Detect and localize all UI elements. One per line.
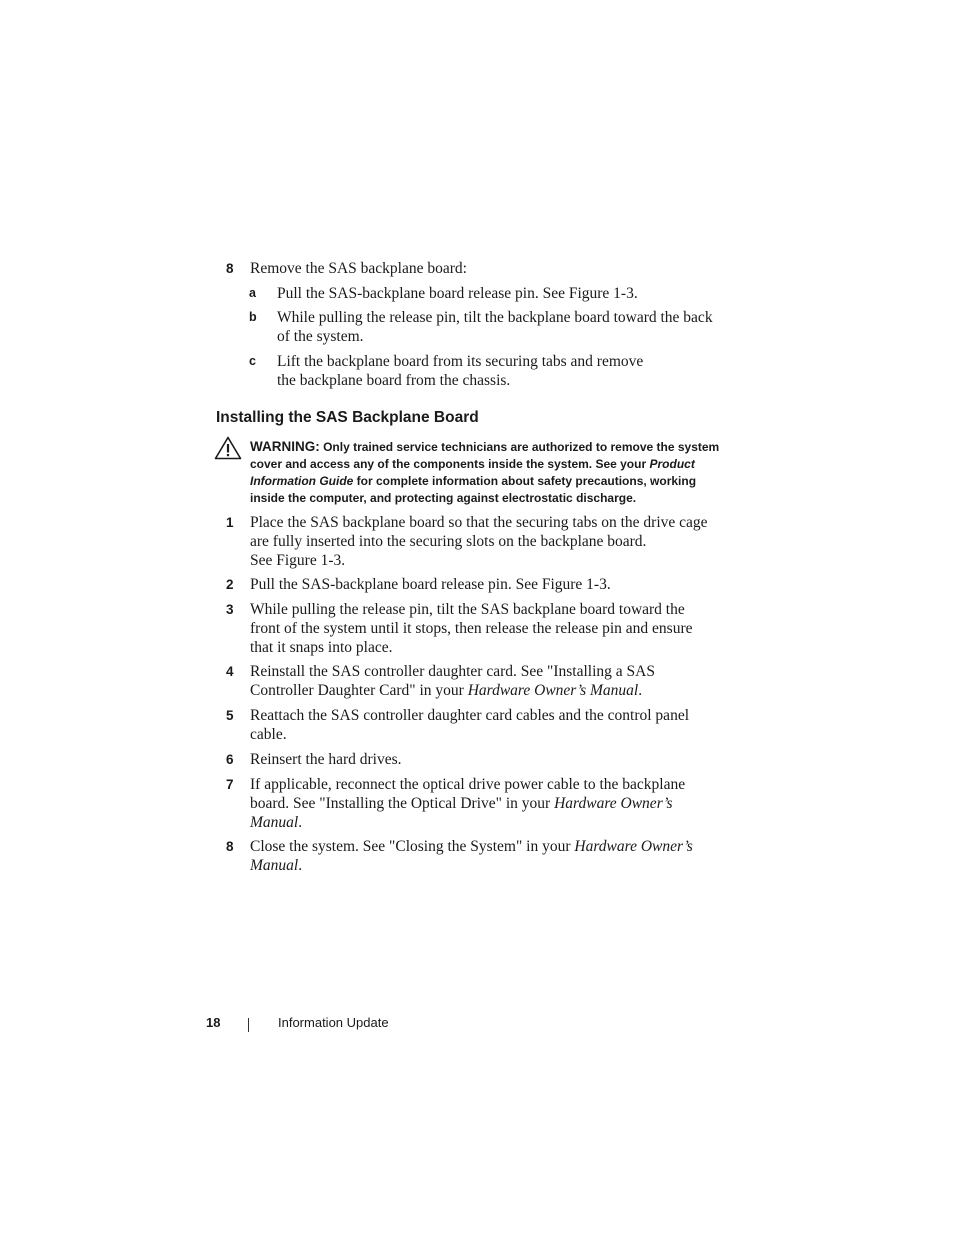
substep-text: Pull the SAS-backplane board release pin. See Figure 1-3. [277,285,638,302]
step-number: 5 [226,708,234,723]
page-number: 18 [206,1015,221,1030]
warning-text-2: for complete information about safety precautions, working inside the computer, and protecting against electrostatic discharge. [250,474,697,505]
substep-letter: b [249,310,257,324]
step-text: While pulling the release pin, tilt the SAS backplane board toward the front of the system until it stops, then release the release pin and ensure that it snaps into place. [250,601,693,656]
step-number: 4 [226,664,234,679]
warning-reference: Product Information Guide [250,457,695,488]
step-text: Reinstall the SAS controller daughter card. See "Installing a SAS Controller Daughter Card" in your Hardware Owner’s Manual. [250,663,655,699]
section-heading: Installing the SAS Backplane Board [216,409,479,426]
step-text: Pull the SAS-backplane board release pin. See Figure 1-3. [250,576,611,593]
step-number: 3 [226,602,234,617]
warning-label: WARNING: [250,439,320,454]
warning-notice [250,438,720,507]
step-number: 8 [226,839,234,854]
step-text: Remove the SAS backplane board: [250,260,467,277]
warning-triangle-icon [214,436,242,460]
step-text: Place the SAS backplane board so that the securing tabs on the drive cage are fully inserted into the securing slots on the backplane board. See Figure 1-3. [250,514,708,569]
footer-divider [248,1018,249,1032]
substep-letter: c [249,354,256,368]
step-number: 8 [226,261,234,276]
step-text: Reattach the SAS controller daughter card cables and the control panel cable. [250,707,690,743]
substep-text: Lift the backplane board from its securing tabs and remove the backplane board from the chassis. [277,353,644,389]
footer-title: Information Update [278,1015,389,1030]
step-number: 2 [226,577,234,592]
step-number: 6 [226,752,234,767]
step-number: 7 [226,777,234,792]
step-text: Reinsert the hard drives. [250,751,402,768]
substep-text: While pulling the release pin, tilt the backplane board toward the back of the system. [277,309,713,345]
step-number: 1 [226,515,234,530]
substep-letter: a [249,286,256,300]
step-text: If applicable, reconnect the optical drive power cable to the backplane board. See "Installing the Optical Drive" in your Hardware Owner’s Manual. [250,776,686,831]
warning-text-1: Only trained service technicians are authorized to remove the system cover and access any of the components inside the system. See your [250,440,720,471]
step-text: Close the system. See "Closing the System" in your Hardware Owner’s Manual. [250,838,693,874]
